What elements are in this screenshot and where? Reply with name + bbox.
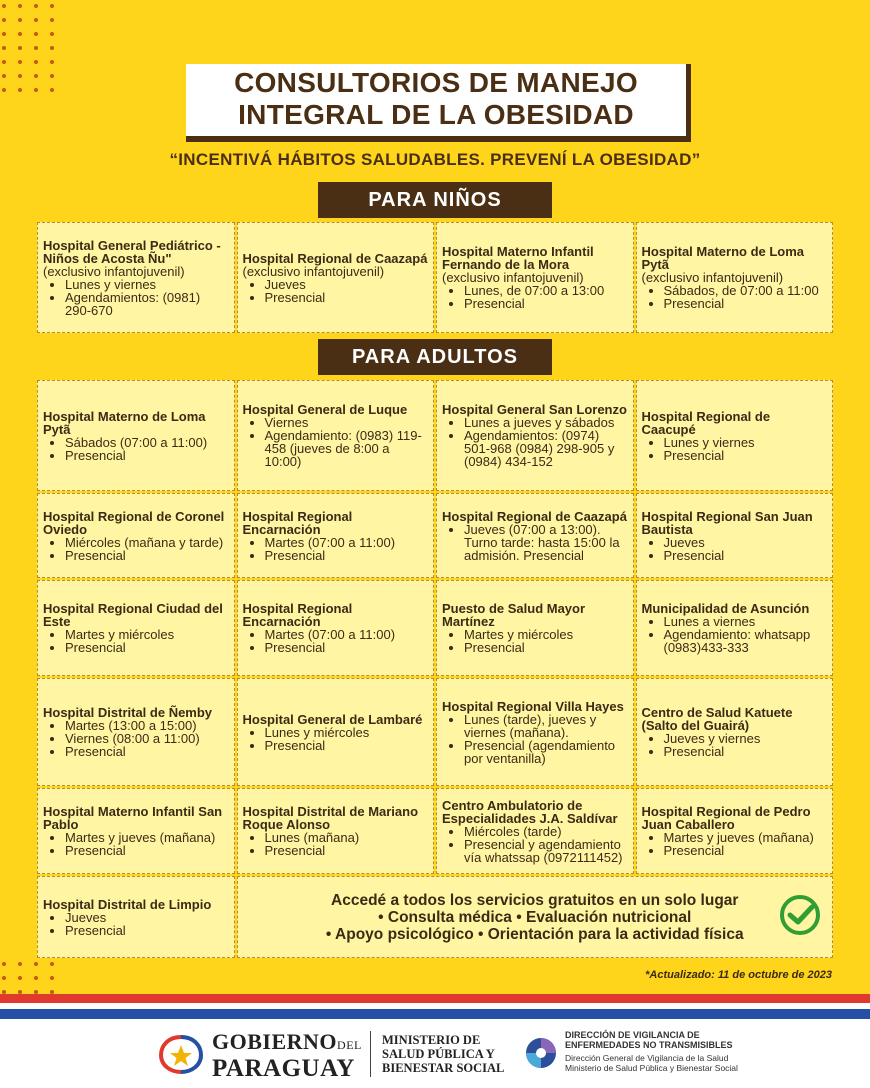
schedule-list bbox=[642, 436, 828, 462]
dot bbox=[2, 88, 6, 92]
schedule-item: • Lunes y viernes bbox=[664, 436, 828, 449]
location-name: Hospital Materno de Loma Pytã bbox=[641, 244, 805, 272]
dot bbox=[2, 962, 6, 966]
schedule-item: • Presencial y agendamiento vía whatssap (0972111452) bbox=[464, 838, 628, 864]
location-note: (exclusivo infantojuvenil) bbox=[442, 270, 584, 285]
schedule-item: • Viernes bbox=[265, 416, 429, 429]
dot bbox=[50, 88, 54, 92]
location-cell bbox=[636, 380, 834, 491]
location-name: Hospital Regional Ciudad del Este bbox=[43, 601, 223, 629]
schedule-item: • Presencial bbox=[265, 844, 429, 857]
dot bbox=[18, 60, 22, 64]
schedule-item: • Miércoles (mañana y tarde) bbox=[65, 536, 229, 549]
footer-divider bbox=[370, 1031, 371, 1077]
schedule-list bbox=[442, 628, 628, 654]
schedule-list bbox=[43, 536, 229, 562]
ministry-line-2: SALUD PÚBLICA Y bbox=[382, 1047, 495, 1061]
dot bbox=[34, 4, 38, 8]
schedule-item: • Viernes (08:00 a 11:00) bbox=[65, 732, 229, 745]
schedule-item: • Presencial bbox=[265, 641, 429, 654]
location-name: Hospital Regional San Juan Bautista bbox=[641, 508, 813, 537]
dot bbox=[34, 60, 38, 64]
location-cell bbox=[436, 222, 634, 333]
schedule-item: • Lunes a viernes bbox=[664, 615, 828, 628]
schedule-item: • Martes (07:00 a 11:00) bbox=[265, 628, 429, 641]
location-cell bbox=[636, 222, 834, 333]
location-name: Hospital Regional de Pedro Juan Caballero bbox=[641, 804, 811, 832]
schedule-list bbox=[442, 523, 628, 562]
schedule-item: • Martes (13:00 a 15:00) bbox=[65, 719, 229, 732]
dot bbox=[50, 32, 54, 36]
schedule-item: • Agendamientos: (0981) 290-670 bbox=[65, 291, 229, 317]
dot bbox=[34, 18, 38, 22]
schedule-list bbox=[642, 536, 828, 562]
dot bbox=[2, 976, 6, 980]
schedule-list bbox=[43, 436, 229, 462]
dot bbox=[18, 74, 22, 78]
schedule-list bbox=[642, 615, 828, 654]
schedule-list bbox=[43, 831, 229, 857]
footer bbox=[0, 1019, 870, 1088]
location-name: Hospital General de Lambaré bbox=[242, 711, 423, 727]
location-cell bbox=[37, 380, 235, 491]
location-name: Puesto de Salud Mayor Martínez bbox=[442, 601, 586, 629]
schedule-item: • Lunes y viernes bbox=[65, 278, 229, 291]
dir-line-3: Dirección General de Vigilancia de la Salud bbox=[565, 1053, 729, 1063]
promo-line-3: • Apoyo psicológico • Orientación para la actividad física bbox=[325, 925, 744, 943]
location-name: Hospital Distrital de Mariano Roque Alonso bbox=[242, 804, 419, 832]
schedule-list bbox=[442, 713, 628, 765]
location-name: Hospital Materno de Loma Pytã bbox=[43, 408, 206, 437]
schedule-list bbox=[442, 284, 628, 310]
flag-stripe-red bbox=[0, 994, 870, 1003]
schedule-item: • Martes (07:00 a 11:00) bbox=[265, 536, 429, 549]
schedule-list bbox=[243, 831, 429, 857]
dot bbox=[18, 32, 22, 36]
schedule-item: • Presencial bbox=[664, 549, 828, 562]
schedule-item: • Presencial bbox=[664, 844, 828, 857]
paraguay-government-logo-icon bbox=[158, 1034, 204, 1074]
location-name: Hospital General Pediátrico - Niños de Acosta Ñu" bbox=[43, 237, 221, 266]
dot bbox=[18, 976, 22, 980]
dot bbox=[34, 32, 38, 36]
location-name: Hospital Regional Encarnación bbox=[242, 601, 353, 629]
location-note: (exclusivo infantojuvenil) bbox=[242, 263, 385, 279]
schedule-item: • Lunes, de 07:00 a 13:00 bbox=[464, 284, 628, 297]
dot bbox=[34, 88, 38, 92]
schedule-item: • Presencial bbox=[65, 745, 229, 758]
schedule-list bbox=[642, 831, 828, 857]
schedule-list bbox=[43, 628, 229, 654]
dot bbox=[2, 46, 6, 50]
location-name: Hospital Regional de Caazapá bbox=[442, 508, 627, 524]
location-name: Centro de Salud Katuete (Salto del Guairá) bbox=[641, 705, 793, 733]
dot bbox=[34, 46, 38, 50]
schedule-item: • Jueves bbox=[65, 911, 229, 924]
location-name: Hospital Distrital de Ñemby bbox=[43, 705, 213, 720]
location-cell bbox=[636, 678, 834, 786]
kids-grid bbox=[36, 221, 834, 334]
dot bbox=[50, 74, 54, 78]
schedule-list bbox=[642, 284, 828, 310]
dot bbox=[50, 962, 54, 966]
location-cell bbox=[436, 493, 634, 578]
dir-line-4: Ministerio de Salud Pública y Bienestar Social bbox=[565, 1063, 738, 1073]
schedule-item: • Presencial bbox=[464, 641, 628, 654]
location-cell bbox=[436, 678, 634, 786]
location-note: (exclusivo infantojuvenil) bbox=[641, 270, 784, 285]
schedule-item: • Sábados, de 07:00 a 11:00 bbox=[664, 284, 828, 297]
location-cell bbox=[636, 788, 834, 874]
schedule-item: • Jueves bbox=[664, 536, 828, 549]
location-cell bbox=[237, 222, 435, 333]
dot bbox=[50, 18, 54, 22]
dir-line-2: ENFERMEDADES NO TRANSMISIBLES bbox=[565, 1040, 733, 1050]
schedule-item: • Sábados (07:00 a 11:00) bbox=[65, 436, 229, 449]
location-cell bbox=[636, 493, 834, 578]
schedule-list bbox=[243, 628, 429, 654]
schedule-item: • Presencial bbox=[265, 291, 429, 304]
title-line-1: CONSULTORIOS DE MANEJO bbox=[234, 67, 638, 98]
location-name: Hospital Regional de Caacupé bbox=[641, 408, 771, 437]
schedule-item: • Miércoles (tarde) bbox=[464, 825, 628, 838]
adults-grid bbox=[36, 379, 834, 959]
schedule-list bbox=[243, 726, 429, 752]
location-name: Hospital Regional de Coronel Oviedo bbox=[43, 508, 225, 537]
schedule-item: • Agendamiento: whatsapp (0983)433-333 bbox=[664, 628, 828, 654]
location-cell bbox=[237, 580, 435, 676]
schedule-list bbox=[442, 825, 628, 864]
promo-text bbox=[326, 892, 744, 943]
page-title bbox=[186, 64, 691, 142]
dot bbox=[50, 46, 54, 50]
location-cell bbox=[37, 876, 235, 958]
gov-line-1: GOBIERNO bbox=[212, 1029, 338, 1054]
schedule-item: • Agendamiento: (0983) 119-458 (jueves de 8:00 a 10:00) bbox=[265, 429, 429, 468]
directorate-name bbox=[565, 1030, 738, 1073]
section-banner-kids: PARA NIÑOS bbox=[318, 182, 552, 218]
location-name: Hospital General de Luque bbox=[242, 402, 408, 417]
schedule-item: • Jueves bbox=[265, 278, 429, 291]
location-cell bbox=[37, 788, 235, 874]
location-cell bbox=[37, 580, 235, 676]
government-name bbox=[212, 1031, 362, 1082]
location-name: Hospital Distrital de Limpio bbox=[43, 896, 212, 912]
schedule-item: • Lunes y miércoles bbox=[265, 726, 429, 739]
location-cell bbox=[436, 580, 634, 676]
schedule-list bbox=[243, 536, 429, 562]
flag-stripe-blue bbox=[0, 1009, 870, 1019]
schedule-item: • Presencial bbox=[464, 297, 628, 310]
schedule-item: • Presencial bbox=[65, 449, 229, 462]
dot bbox=[34, 962, 38, 966]
section-banner-adults: PARA ADULTOS bbox=[318, 339, 552, 375]
dot bbox=[2, 32, 6, 36]
check-circle-icon bbox=[780, 895, 820, 935]
location-note: (exclusivo infantojuvenil) bbox=[43, 263, 185, 279]
schedule-item: • Jueves (07:00 a 13:00). Turno tarde: hasta 15:00 la admisión. Presencial bbox=[464, 523, 628, 562]
gov-line-2: PARAGUAY bbox=[212, 1055, 355, 1082]
schedule-item: • Presencial bbox=[265, 549, 429, 562]
schedule-item: • Lunes (tarde), jueves y viernes (mañana). bbox=[464, 713, 628, 739]
dot bbox=[18, 962, 22, 966]
schedule-item: • Martes y jueves (mañana) bbox=[65, 831, 229, 844]
location-name: Hospital Regional Encarnación bbox=[242, 508, 353, 537]
decorative-dots-bottom bbox=[2, 962, 54, 994]
schedule-item: • Presencial bbox=[65, 641, 229, 654]
ministry-name bbox=[382, 1033, 504, 1075]
dot bbox=[2, 18, 6, 22]
location-name: Municipalidad de Asunción bbox=[641, 601, 810, 616]
location-cell bbox=[237, 380, 435, 491]
dot bbox=[2, 4, 6, 8]
decorative-dots-top bbox=[2, 4, 54, 92]
dir-line-1: DIRECCIÓN DE VIGILANCIA DE bbox=[565, 1030, 700, 1040]
schedule-item: • Lunes (mañana) bbox=[265, 831, 429, 844]
dot bbox=[50, 60, 54, 64]
location-cell bbox=[436, 788, 634, 874]
directorate-logo-icon bbox=[524, 1036, 558, 1070]
location-cell bbox=[37, 493, 235, 578]
schedule-item: • Martes y miércoles bbox=[464, 628, 628, 641]
dot bbox=[50, 4, 54, 8]
schedule-item: • Presencial bbox=[664, 745, 828, 758]
dot bbox=[18, 18, 22, 22]
location-name: Hospital Regional de Caazapá bbox=[242, 250, 428, 266]
location-name: Hospital General San Lorenzo bbox=[442, 402, 627, 417]
schedule-list bbox=[642, 732, 828, 758]
ministry-line-1: MINISTERIO DE bbox=[382, 1033, 481, 1047]
location-name: Centro Ambulatorio de Especialidades J.A. Saldívar bbox=[442, 797, 618, 826]
schedule-item: • Agendamientos: (0974) 501-968 (0984) 298-905 y (0984) 434-152 bbox=[464, 429, 628, 468]
location-name: Hospital Materno Infantil Fernando de la Mora bbox=[442, 244, 594, 272]
slogan: “INCENTIVÁ HÁBITOS SALUDABLES. PREVENÍ LA OBESIDAD” bbox=[169, 150, 701, 169]
schedule-list bbox=[43, 278, 229, 317]
ministry-line-3: BIENESTAR SOCIAL bbox=[382, 1061, 505, 1075]
location-name: Hospital Regional Villa Hayes bbox=[442, 698, 624, 714]
location-cell bbox=[37, 678, 235, 786]
promo-line-1: Accedé a todos los servicios gratuitos en un solo lugar bbox=[331, 891, 739, 909]
schedule-list bbox=[442, 416, 628, 468]
schedule-item: • Jueves y viernes bbox=[664, 732, 828, 745]
promo-line-2: • Consulta médica • Evaluación nutricional bbox=[378, 908, 692, 926]
dot bbox=[2, 74, 6, 78]
gov-line-1-small: DEL bbox=[337, 1038, 362, 1052]
schedule-item: • Presencial bbox=[65, 844, 229, 857]
location-cell bbox=[237, 788, 435, 874]
schedule-list bbox=[243, 278, 429, 304]
dot bbox=[18, 88, 22, 92]
schedule-list bbox=[43, 719, 229, 758]
location-cell bbox=[37, 222, 235, 333]
title-line-2: INTEGRAL DE LA OBESIDAD bbox=[238, 99, 634, 130]
services-promo bbox=[237, 876, 834, 958]
dot bbox=[34, 976, 38, 980]
location-cell bbox=[636, 580, 834, 676]
location-cell bbox=[436, 380, 634, 491]
schedule-item: • Presencial bbox=[65, 549, 229, 562]
schedule-list bbox=[243, 416, 429, 468]
dot bbox=[34, 74, 38, 78]
dot bbox=[18, 4, 22, 8]
dot bbox=[18, 46, 22, 50]
location-name: Hospital Materno Infantil San Pablo bbox=[43, 804, 223, 832]
schedule-item: • Presencial bbox=[265, 739, 429, 752]
updated-date: *Actualizado: 11 de octubre de 2023 bbox=[645, 969, 832, 981]
dot bbox=[2, 60, 6, 64]
location-cell bbox=[237, 493, 435, 578]
schedule-item: • Presencial bbox=[664, 449, 828, 462]
schedule-item: • Presencial bbox=[664, 297, 828, 310]
schedule-item: • Presencial bbox=[65, 924, 229, 937]
schedule-item: • Martes y miércoles bbox=[65, 628, 229, 641]
location-cell bbox=[237, 678, 435, 786]
schedule-item: • Martes y jueves (mañana) bbox=[664, 831, 828, 844]
dot bbox=[50, 976, 54, 980]
schedule-item: • Presencial (agendamiento por ventanilla) bbox=[464, 739, 628, 765]
schedule-item: • Lunes a jueves y sábados bbox=[464, 416, 628, 429]
schedule-list bbox=[43, 911, 229, 937]
